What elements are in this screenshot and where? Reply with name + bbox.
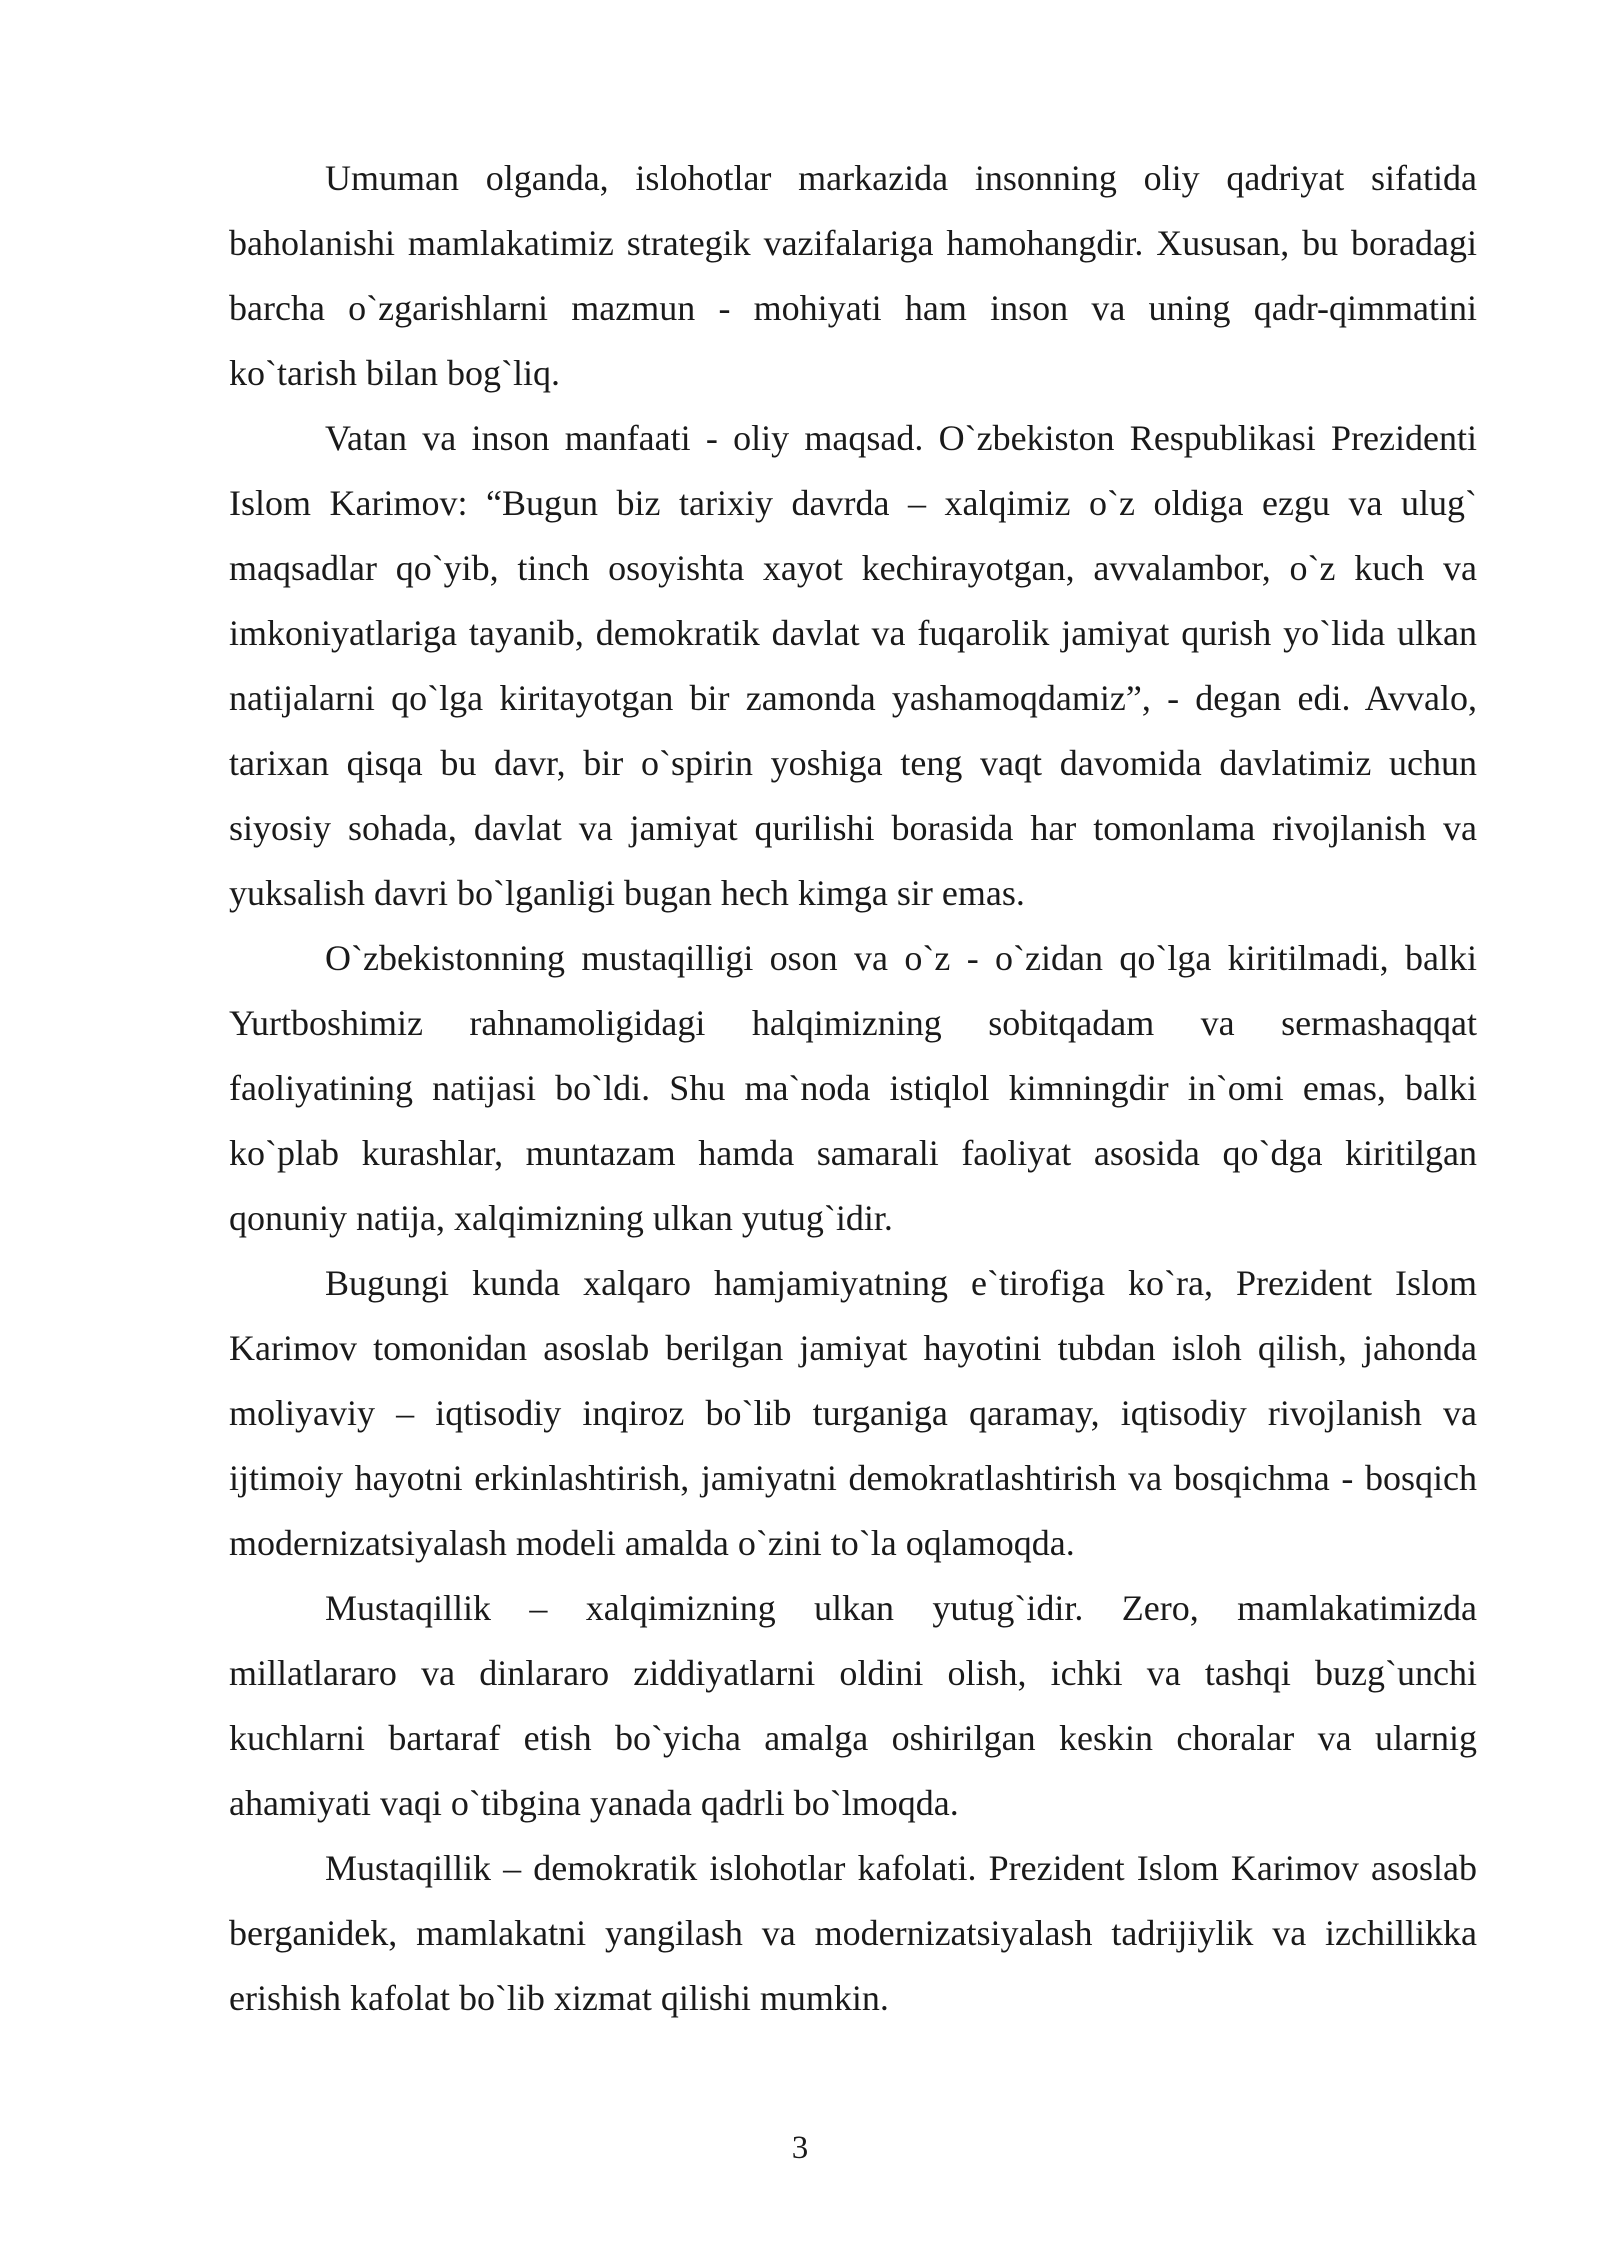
document-body <box>229 146 1477 2031</box>
paragraph: Vatan va inson manfaati - oliy maqsad. O`zbekiston Respublikasi Prezidenti Islom Karimov: “Bugun biz tarixiy davrda – xalqimiz o`z oldiga ezgu va ulug` maqsadlar qo`yib, tinch osoyishta xayot kechirayotgan, avvalambor, o`z kuch va imkoniyatlariga tayanib, demokratik davlat va fuqarolik jamiyat qurish yo`lida ulkan natijalarni qo`lga kiritayotgan bir zamonda yashamoqdamiz”, - degan edi. Avvalo, tarixan qisqa bu davr, bir o`spirin yoshiga teng vaqt davomida davlatimiz uchun siyosiy sohada, davlat va jamiyat qurilishi borasida har tomonlama rivojlanish va yuksalish davri bo`lganligi bugan hech kimga sir emas. <box>229 418 1477 913</box>
paragraph: O`zbekistonning mustaqilligi oson va o`z - o`zidan qo`lga kiritilmadi, balki Yurtboshimiz rahnamoligidagi halqimizning sobitqadam va sermashaqqat faoliyatining natijasi bo`ldi. Shu ma`noda istiqlol kimningdir in`omi emas, balki ko`plab kurashlar, muntazam hamda samarali faoliyat asosida qo`dga kiritilgan qonuniy natija, xalqimizning ulkan yutug`idir. <box>229 938 1477 1238</box>
paragraph: Mustaqillik – demokratik islohotlar kafolati. Prezident Islom Karimov asoslab berganidek, mamlakatni yangilash va modernizatsiyalash tadrijiylik va izchillikka erishish kafolat bo`lib xizmat qilishi mumkin. <box>229 1848 1477 2018</box>
paragraph: Umuman olganda, islohotlar markazida insonning oliy qadriyat sifatida baholanishi mamlakatimiz strategik vazifalariga hamohangdir. Xususan, bu boradagi barcha o`zgarishlarni mazmun - mohiyati ham inson va uning qadr-qimmatini ko`tarish bilan bog`liq. <box>229 158 1477 393</box>
paragraph: Bugungi kunda xalqaro hamjamiyatning e`tirofiga ko`ra, Prezident Islom Karimov tomonidan asoslab berilgan jamiyat hayotini tubdan isloh qilish, jahonda moliyaviy – iqtisodiy inqiroz bo`lib turganiga qaramay, iqtisodiy rivojlanish va ijtimoiy hayotni erkinlashtirish, jamiyatni demokratlashtirish va bosqichma - bosqich modernizatsiyalash modeli amalda o`zini to`la oqlamoqda. <box>229 1263 1477 1563</box>
page-number: 3 <box>791 2130 809 2166</box>
paragraph: Mustaqillik – xalqimizning ulkan yutug`idir. Zero, mamlakatimizda millatlararo va dinlararo ziddiyatlarni oldini olish, ichki va tashqi buzg`unchi kuchlarni bartaraf etish bo`yicha amalga oshirilgan keskin choralar va ularnig ahamiyati vaqi o`tibgina yanada qadrli bo`lmoqda. <box>229 1588 1477 1823</box>
